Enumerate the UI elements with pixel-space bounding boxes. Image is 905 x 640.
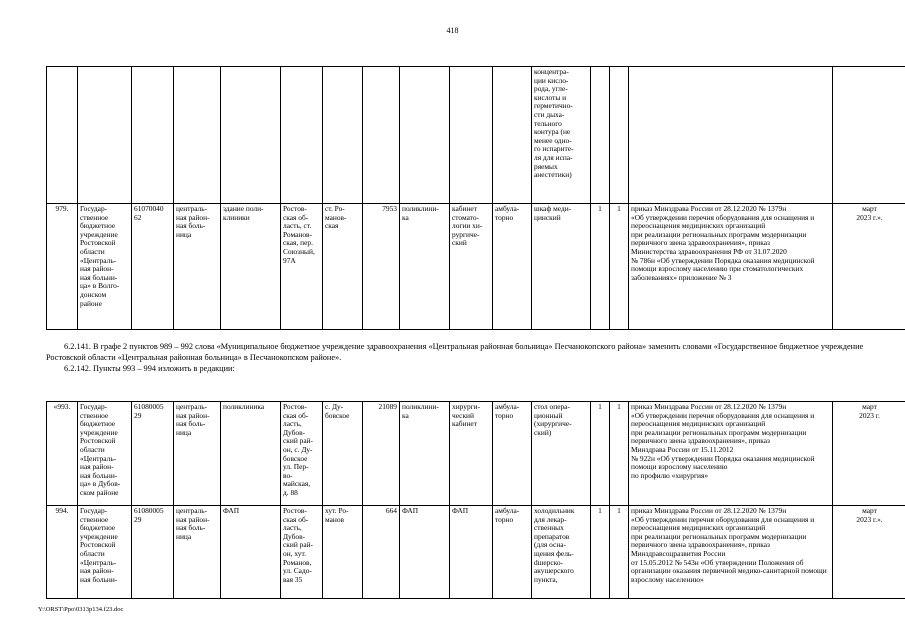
paragraph-6-2-142: 6.2.142. Пункты 993 – 994 изложить в редакции: bbox=[64, 364, 235, 373]
table-row bbox=[47, 204, 905, 330]
organization-cell: Государ- ственное бюджетное учреждение Ростовской области «Централь- ная район- ная больни- ца» в Волго- донском районе bbox=[78, 204, 132, 330]
unit-cell: поликлини- ка bbox=[400, 204, 450, 330]
population-cell: 664 bbox=[363, 506, 400, 599]
row-number-cell: 979. bbox=[47, 204, 78, 330]
building-cell: поликлиника bbox=[221, 402, 281, 506]
room-cell: хирурги- ческий кабинет bbox=[450, 402, 493, 506]
equipment-cell: концентра- ции кисло- рода, угле- кислоты и герметично- сти дыха- тельного контура (не менее одно- го испарите- ля для испа- ряемых анестетики) bbox=[532, 67, 591, 204]
address-cell: Ростов- ская об- ласть, Дубов- ский рай- он, с. Ду- бовское ул. Пер- во- майская, д. 88 bbox=[281, 402, 323, 506]
date-cell: март 2023 г.». bbox=[833, 204, 905, 330]
code-cell: 61070040 62 bbox=[132, 204, 174, 330]
quantity-cell: 1 bbox=[610, 204, 629, 330]
address-cell: Ростов- ская об- ласть, Дубов- ский рай- он, хут. Романов, ул. Садо- вая 35 bbox=[281, 506, 323, 599]
organization-cell: Государ- ственное бюджетное учреждение Ростовской области «Централь- ная район- ная больни- ца» в Дубов- ском районе bbox=[78, 402, 132, 506]
quantity-cell: 1 bbox=[591, 402, 610, 506]
quantity-cell: 1 bbox=[610, 506, 629, 599]
care-type-cell: амбула- торно bbox=[493, 204, 532, 330]
paragraph-6-2-141: 6.2.141. В графе 2 пунктов 989 – 992 слова «Муниципальное бюджетное учреждение здравоохранения «Центральная районная больница» Песчанокопского района» заменить словами «Государственное бюджетное учреждение Ростовской области «Центральная районная больница» в Песчанокопском районе». bbox=[46, 342, 864, 362]
equipment-cell: стол опера- ционный (хирургиче- ский) bbox=[532, 402, 591, 506]
page-number: 418 bbox=[446, 26, 459, 35]
building-cell: ФАП bbox=[221, 506, 281, 599]
legal-basis-cell: приказ Минздрава России от 28.12.2020 № 1379н «Об утверждении перечня оборудования для оснащения и переоснащения медицинских организаций при реализации региональных программ модернизации первичного звена здравоохранения», приказ Минздравсоцразвития России от 15.05.2012 № 543н «Об утверждении Положения об организации оказания первичной медико-санитарной помощи взрослому населению» bbox=[629, 506, 833, 599]
org-type-cell: централь- ная район- ная боль- ница bbox=[174, 506, 221, 599]
organization-cell: Государ- ственное бюджетное учреждение Ростовской области «Централь- ная район- ная больни- bbox=[78, 506, 132, 599]
locality-cell: ст. Ро- манов- ская bbox=[323, 204, 363, 330]
room-cell: кабинет стомато- логии хи- рургиче- ский bbox=[450, 204, 493, 330]
legal-basis-cell: приказ Минздрава России от 28.12.2020 № 1379н «Об утверждении перечня оборудования для оснащения и переоснащения медицинских организаций при реализации региональных программ модернизации первичного звена здравоохранения», приказ Минздрава России от 15.11.2012 № 922н «Об утверждении Порядка оказания медицинской помощи взрослому населению по профилю «хирургия» bbox=[629, 402, 833, 506]
address-cell: Ростов- ская об- ласть, ст. Романов- ская, пер. Союзный, 97А bbox=[281, 204, 323, 330]
table-row bbox=[47, 402, 905, 506]
quantity-cell: 1 bbox=[610, 402, 629, 506]
equipment-table-bottom bbox=[46, 401, 905, 599]
table-row bbox=[47, 506, 905, 599]
row-number-cell: «993. bbox=[47, 402, 78, 506]
equipment-cell: шкаф меди- цинский bbox=[532, 204, 591, 330]
room-cell: ФАП bbox=[450, 506, 493, 599]
code-cell: 61080005 29 bbox=[132, 506, 174, 599]
table-row bbox=[47, 67, 905, 204]
row-number-cell: 994. bbox=[47, 506, 78, 599]
org-type-cell: централь- ная район- ная боль- ница bbox=[174, 204, 221, 330]
unit-cell: ФАП bbox=[400, 506, 450, 599]
unit-cell: поликлини- ка bbox=[400, 402, 450, 506]
equipment-table-top bbox=[46, 66, 905, 330]
locality-cell: хут. Ро- манов bbox=[323, 506, 363, 599]
care-type-cell: амбула- торно bbox=[493, 402, 532, 506]
locality-cell: с. Ду- бовское bbox=[323, 402, 363, 506]
legal-basis-cell: приказ Минздрава России от 28.12.2020 № 1379н «Об утверждении перечня оборудования для оснащения и переоснащения медицинских организаций при реализации региональных программ модернизации первичного звена здравоохранения», приказ Министерства здравоохранения РФ от 31.07.2020 № 786н «Об утверждении Порядка оказания медицинской помощи взрослому населению при стоматологических заболеваниях» приложение № 3 bbox=[629, 204, 833, 330]
care-type-cell: амбула- торно bbox=[493, 506, 532, 599]
code-cell: 61080005 29 bbox=[132, 402, 174, 506]
equipment-cell: холодильник для лекар- ственных препаратов (для осна- щения фель- dшерско- акушерского пункта, bbox=[532, 506, 591, 599]
quantity-cell: 1 bbox=[591, 506, 610, 599]
population-cell: 21089 bbox=[363, 402, 400, 506]
population-cell: 7953 bbox=[363, 204, 400, 330]
date-cell: март 2023 г. bbox=[833, 402, 905, 506]
file-path-footer: Y:\ORST\Ppo\0313p134.f23.doc bbox=[38, 606, 124, 613]
quantity-cell: 1 bbox=[591, 204, 610, 330]
org-type-cell: централь- ная район- ная боль- ница bbox=[174, 402, 221, 506]
building-cell: здание поли- клиники bbox=[221, 204, 281, 330]
date-cell: март 2023 г.». bbox=[833, 506, 905, 599]
